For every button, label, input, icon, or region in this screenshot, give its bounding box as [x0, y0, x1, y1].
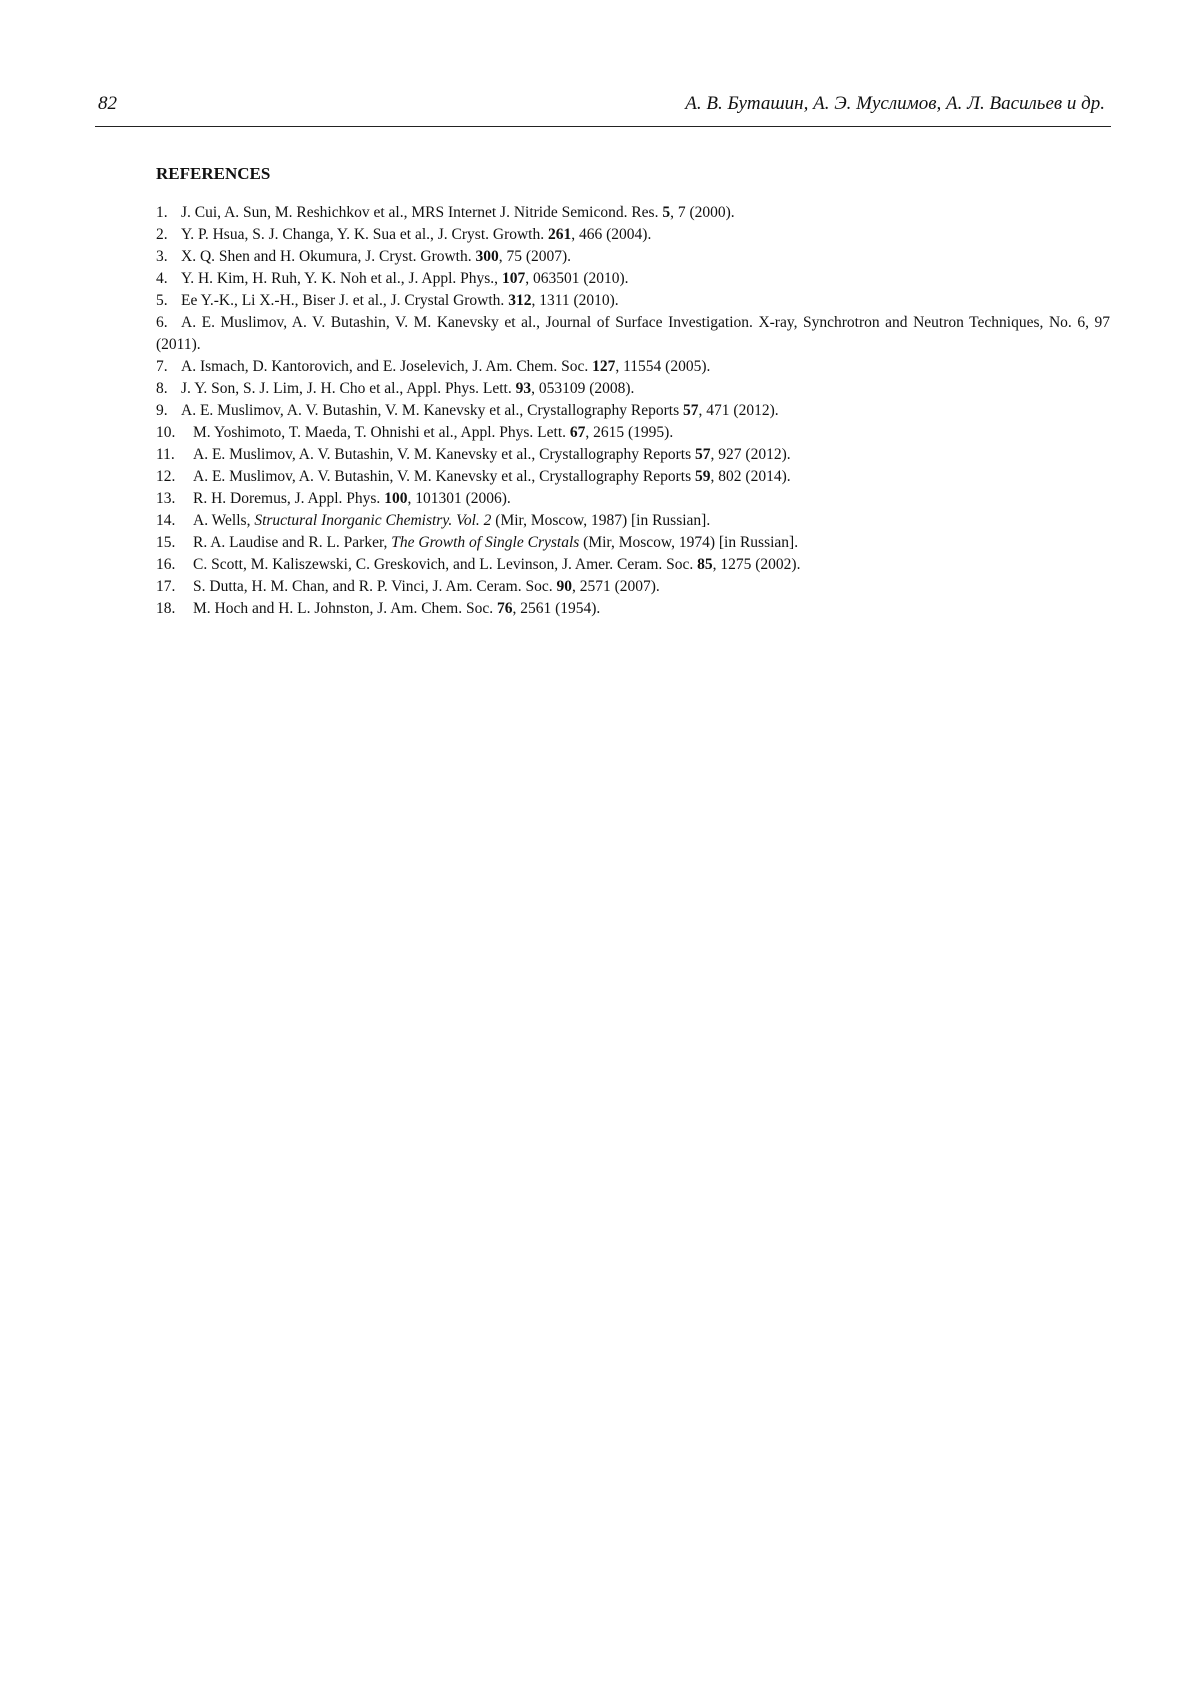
reference-text: (Mir, Moscow, 1987) [in Russian].	[491, 512, 711, 529]
reference-volume: 57	[683, 402, 699, 419]
reference-number: 4.	[156, 270, 168, 287]
reference-item	[156, 268, 1110, 290]
reference-text: , 1311 (2010).	[531, 292, 619, 309]
reference-text: R. A. Laudise and R. L. Parker,	[193, 534, 392, 551]
reference-item	[156, 554, 1110, 576]
reference-item	[156, 378, 1110, 400]
reference-number: 15.	[156, 534, 176, 551]
reference-list	[156, 202, 1110, 620]
reference-number: 13.	[156, 490, 176, 507]
reference-text: A. Ismach, D. Kantorovich, and E. Joselevich, J. Am. Chem. Soc.	[181, 358, 593, 375]
reference-number: 11.	[156, 446, 175, 463]
reference-text: , 466 (2004).	[571, 226, 652, 243]
reference-book-title: The Growth of Single Crystals	[391, 534, 580, 551]
reference-item	[156, 488, 1110, 510]
reference-item	[156, 532, 1110, 554]
reference-text: , 101301 (2006).	[407, 490, 511, 507]
reference-number: 16.	[156, 556, 176, 573]
reference-item	[156, 444, 1110, 466]
reference-item	[156, 422, 1110, 444]
reference-text: S. Dutta, H. M. Chan, and R. P. Vinci, J. Am. Ceram. Soc.	[193, 578, 557, 595]
reference-volume: 59	[695, 468, 711, 485]
reference-volume: 261	[548, 226, 572, 243]
reference-text: , 2561 (1954).	[512, 600, 601, 617]
reference-text: J. Cui, A. Sun, M. Reshichkov et al., MRS Internet J. Nitride Semicond. Res.	[181, 204, 663, 221]
reference-text: , 7 (2000).	[670, 204, 735, 221]
reference-text: Y. H. Kim, H. Ruh, Y. K. Noh et al., J. Appl. Phys.,	[181, 270, 502, 287]
reference-text: R. H. Doremus, J. Appl. Phys.	[193, 490, 385, 507]
reference-number: 12.	[156, 468, 176, 485]
reference-text: , 2615 (1995).	[585, 424, 674, 441]
reference-text: , 75 (2007).	[498, 248, 572, 265]
reference-number: 3.	[156, 248, 168, 265]
reference-text: A. E. Muslimov, A. V. Butashin, V. M. Kanevsky et al., Crystallography Reports	[181, 402, 684, 419]
reference-book-title: Structural Inorganic Chemistry. Vol. 2	[254, 512, 492, 529]
reference-text: J. Y. Son, S. J. Lim, J. H. Cho et al., Appl. Phys. Lett.	[181, 380, 516, 397]
reference-volume: 5	[662, 204, 671, 221]
reference-item	[156, 246, 1110, 268]
reference-number: 14.	[156, 512, 176, 529]
reference-text: A. E. Muslimov, A. V. Butashin, V. M. Kanevsky et al., Crystallography Reports	[193, 468, 696, 485]
reference-number: 8.	[156, 380, 168, 397]
reference-number: 18.	[156, 600, 176, 617]
reference-number: 2.	[156, 226, 168, 243]
page-number: 82	[98, 93, 117, 114]
reference-item	[156, 598, 1110, 620]
reference-text: , 927 (2012).	[710, 446, 791, 463]
reference-text: M. Yoshimoto, T. Maeda, T. Ohnishi et al., Appl. Phys. Lett.	[193, 424, 570, 441]
reference-number: 5.	[156, 292, 168, 309]
reference-text: , 802 (2014).	[710, 468, 791, 485]
reference-volume: 67	[569, 424, 586, 441]
reference-item	[156, 510, 1110, 532]
reference-number: 17.	[156, 578, 176, 595]
reference-text: Ee Y.-K., Li X.-H., Biser J. et al., J. Crystal Growth.	[181, 292, 509, 309]
references-heading: REFERENCES	[156, 164, 271, 183]
reference-volume: 300	[475, 248, 499, 265]
reference-volume: 76	[496, 600, 513, 617]
reference-item	[156, 202, 1110, 224]
reference-text: A. E. Muslimov, A. V. Butashin, V. M. Kanevsky et al., Journal of Surface Investigation. X-ray, Synchrotron and Neutron Techniques, No. 6, 97 (2011).	[156, 314, 1110, 353]
reference-volume: 93	[515, 380, 532, 397]
reference-text: , 11554 (2005).	[615, 358, 711, 375]
reference-item	[156, 312, 1110, 356]
reference-text: A. Wells,	[193, 512, 255, 529]
running-head-authors: А. В. Буташин, А. Э. Муслимов, А. Л. Васильев и др.	[685, 93, 1105, 114]
reference-volume: 127	[592, 358, 616, 375]
reference-volume: 57	[695, 446, 711, 463]
reference-volume: 100	[384, 490, 408, 507]
reference-volume: 85	[697, 556, 713, 573]
reference-text: , 063501 (2010).	[525, 270, 629, 287]
reference-text: X. Q. Shen and H. Okumura, J. Cryst. Growth.	[181, 248, 476, 265]
reference-number: 6.	[156, 314, 168, 331]
reference-item	[156, 576, 1110, 598]
reference-item	[156, 224, 1110, 246]
reference-text: A. E. Muslimov, A. V. Butashin, V. M. Kanevsky et al., Crystallography Reports	[193, 446, 696, 463]
reference-volume: 312	[508, 292, 532, 309]
reference-text: , 2571 (2007).	[571, 578, 660, 595]
page-header	[95, 92, 1111, 127]
reference-text: M. Hoch and H. L. Johnston, J. Am. Chem. Soc.	[193, 600, 497, 617]
reference-item	[156, 356, 1110, 378]
reference-text: , 1275 (2002).	[712, 556, 801, 573]
reference-text: (Mir, Moscow, 1974) [in Russian].	[579, 534, 799, 551]
reference-item	[156, 290, 1110, 312]
reference-number: 1.	[156, 204, 168, 221]
references-section	[156, 162, 1110, 620]
reference-text: , 053109 (2008).	[531, 380, 635, 397]
reference-number: 10.	[156, 424, 176, 441]
reference-number: 9.	[156, 402, 168, 419]
reference-number: 7.	[156, 358, 168, 375]
reference-item	[156, 400, 1110, 422]
reference-text: , 471 (2012).	[698, 402, 779, 419]
reference-item	[156, 466, 1110, 488]
reference-text: C. Scott, M. Kaliszewski, C. Greskovich, and L. Levinson, J. Amer. Ceram. Soc.	[193, 556, 698, 573]
reference-text: Y. P. Hsua, S. J. Changa, Y. K. Sua et al., J. Cryst. Growth.	[181, 226, 548, 243]
reference-volume: 90	[556, 578, 572, 595]
reference-volume: 107	[501, 270, 526, 287]
